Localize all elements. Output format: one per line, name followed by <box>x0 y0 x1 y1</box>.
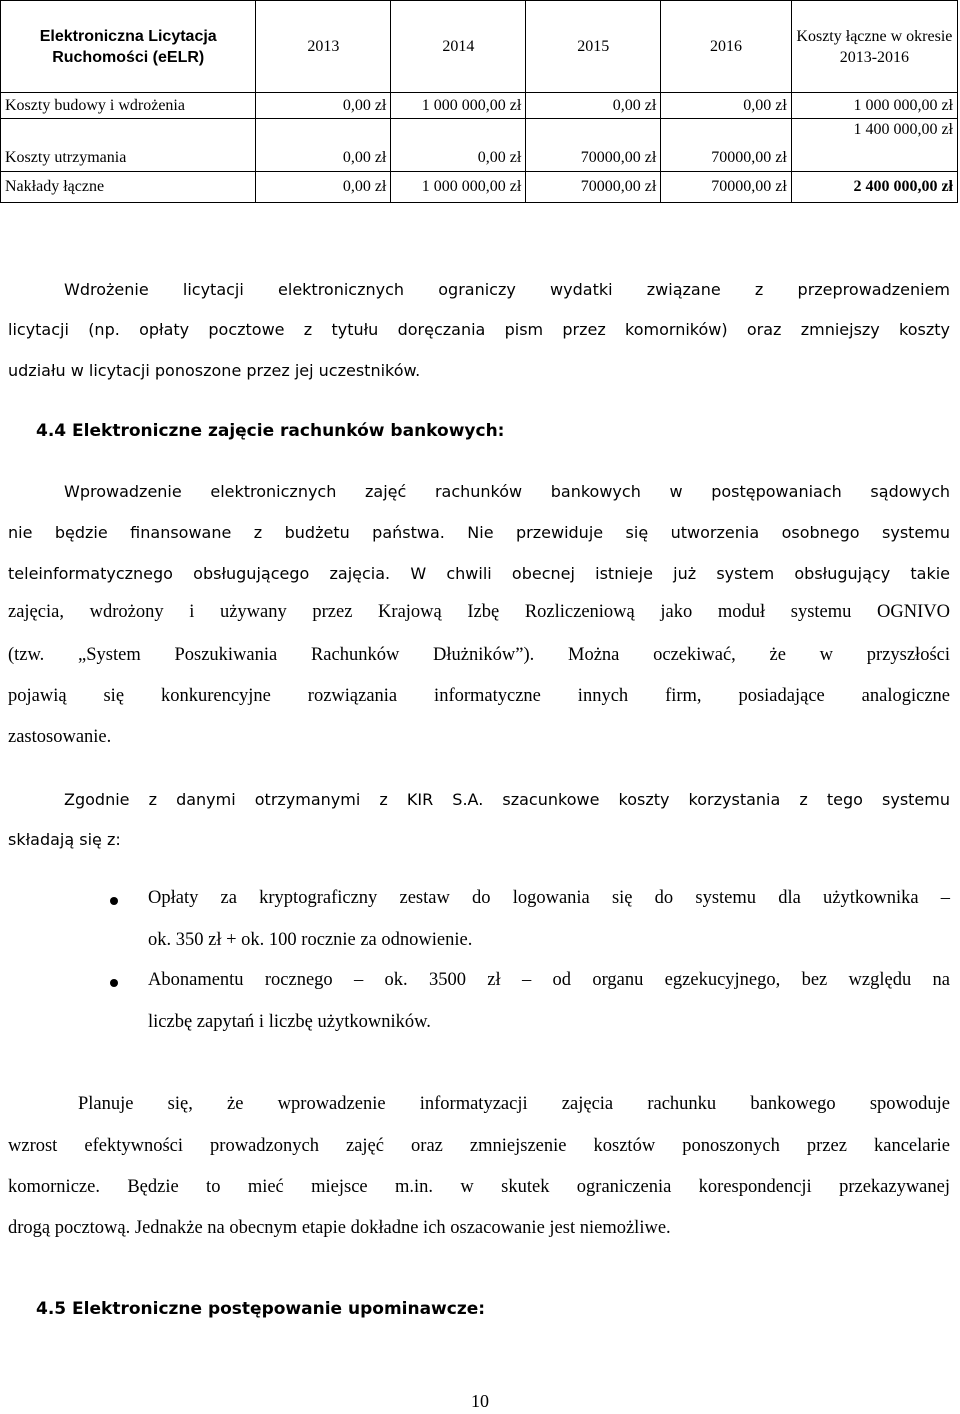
section-title: Elektroniczne postępowanie upominawcze: <box>72 1299 486 1319</box>
page-number: 10 <box>471 1391 489 1411</box>
table-cell: 0,00 zł <box>526 93 661 119</box>
year-2015-header: 2015 <box>526 1 661 93</box>
table-cell: 0,00 zł <box>256 172 391 203</box>
table-title-cell: Elektroniczna Licytacja Ruchomości (eELR) <box>1 1 256 93</box>
table-cell: 0,00 zł <box>391 119 526 172</box>
table-cell: 70000,00 zł <box>526 172 661 203</box>
paragraph-2-line-5: (tzw. „System Poszukiwania Rachunków Dłużników”). Można oczekiwać, że w przyszłości <box>8 645 950 665</box>
table-cell: 1 000 000,00 zł <box>391 93 526 119</box>
table-row <box>1 93 958 119</box>
paragraph-1-line-1: Wdrożenie licytacji elektronicznych ograniczy wydatki związane z przeprowadzeniem <box>64 280 950 299</box>
table-row <box>1 119 958 172</box>
table-cell: 70000,00 zł <box>661 119 792 172</box>
section-title: Elektroniczne zajęcie rachunków bankowych: <box>72 421 505 441</box>
paragraph-2-line-4: zajęcia, wdrożony i używany przez Krajową Izbę Rozliczeniową jako moduł systemu OGNIVO <box>8 602 950 622</box>
row-label: Koszty budowy i wdrożenia <box>1 93 256 119</box>
table-cell-total: 2 400 000,00 zł <box>791 172 957 203</box>
table-row <box>1 172 958 203</box>
row-label: Koszty utrzymania <box>1 119 256 172</box>
paragraph-2-line-3: teleinformatycznego obsługującego zajęcia. W chwili obecnej istnieje już system obsługujący takie <box>8 564 950 583</box>
paragraph-1-line-3: udziału w licytacji ponoszone przez jej uczestników. <box>8 361 421 380</box>
bullet-1-line-1: Opłaty za kryptograficzny zestaw do logowania się do systemu dla użytkownika – <box>148 888 950 908</box>
section-number: 4.5 <box>36 1299 67 1319</box>
paragraph-2-line-2: nie będzie finansowane z budżetu państwa. Nie przewiduje się utworzenia osobnego systemu <box>8 523 950 542</box>
paragraph-2-line-7: zastosowanie. <box>8 727 112 747</box>
row-label: Nakłady łączne <box>1 172 256 203</box>
bullet-1-line-2: ok. 350 zł + ok. 100 rocznie za odnowienie. <box>148 930 473 950</box>
year-2014-header: 2014 <box>391 1 526 93</box>
paragraph-3-line-1: Zgodnie z danymi otrzymanymi z KIR S.A. szacunkowe koszty korzystania z tego systemu <box>64 790 950 809</box>
table-header-row <box>1 1 958 93</box>
paragraph-4-line-2: wzrost efektywności prowadzonych zajęć oraz zmniejszenie kosztów ponoszonych przez kancelarie <box>8 1136 950 1156</box>
costs-table <box>0 0 958 203</box>
bullet-2-line-2: liczbę zapytań i liczbę użytkowników. <box>148 1012 431 1032</box>
paragraph-4-line-4: drogą pocztową. Jednakże na obecnym etapie dokładne ich oszacowanie jest niemożliwe. <box>8 1218 671 1238</box>
bullet-2-line-1: Abonamentu rocznego – ok. 3500 zł – od organu egzekucyjnego, bez względu na <box>148 970 950 990</box>
table-cell: 1 000 000,00 zł <box>391 172 526 203</box>
table-cell: 0,00 zł <box>256 119 391 172</box>
table-cell: 70000,00 zł <box>661 172 792 203</box>
year-2016-header: 2016 <box>661 1 792 93</box>
table-cell: 70000,00 zł <box>526 119 661 172</box>
paragraph-2-line-1: Wprowadzenie elektronicznych zajęć rachunków bankowych w postępowaniach sądowych <box>64 482 950 501</box>
paragraph-4-line-1: Planuje się, że wprowadzenie informatyzacji zajęcia rachunku bankowego spowoduje <box>78 1094 950 1114</box>
paragraph-2-line-6: pojawią się konkurencyjne rozwiązania informatyczne innych firm, posiadające analogiczne <box>8 686 950 706</box>
bullet-dot-icon <box>110 897 118 905</box>
paragraph-3-line-2: składają się z: <box>8 830 121 849</box>
table-cell: 0,00 zł <box>256 93 391 119</box>
section-heading-4-5 <box>36 1299 485 1319</box>
bullet-dot-icon <box>110 979 118 987</box>
paragraph-1-line-2: licytacji (np. opłaty pocztowe z tytułu doręczania pism przez komorników) oraz zmniejszy koszty <box>8 320 950 339</box>
table-cell: 1 000 000,00 zł <box>791 93 957 119</box>
paragraph-4-line-3: komornicze. Będzie to mieć miejsce m.in. w skutek ograniczenia korespondencji przekazywanej <box>8 1177 950 1197</box>
section-heading-4-4 <box>36 421 504 441</box>
table-cell: 0,00 zł <box>661 93 792 119</box>
table-cell: 1 400 000,00 zł <box>791 119 957 172</box>
year-2013-header: 2013 <box>256 1 391 93</box>
section-number: 4.4 <box>36 421 67 441</box>
total-header: Koszty łączne w okresie 2013-2016 <box>791 1 957 93</box>
